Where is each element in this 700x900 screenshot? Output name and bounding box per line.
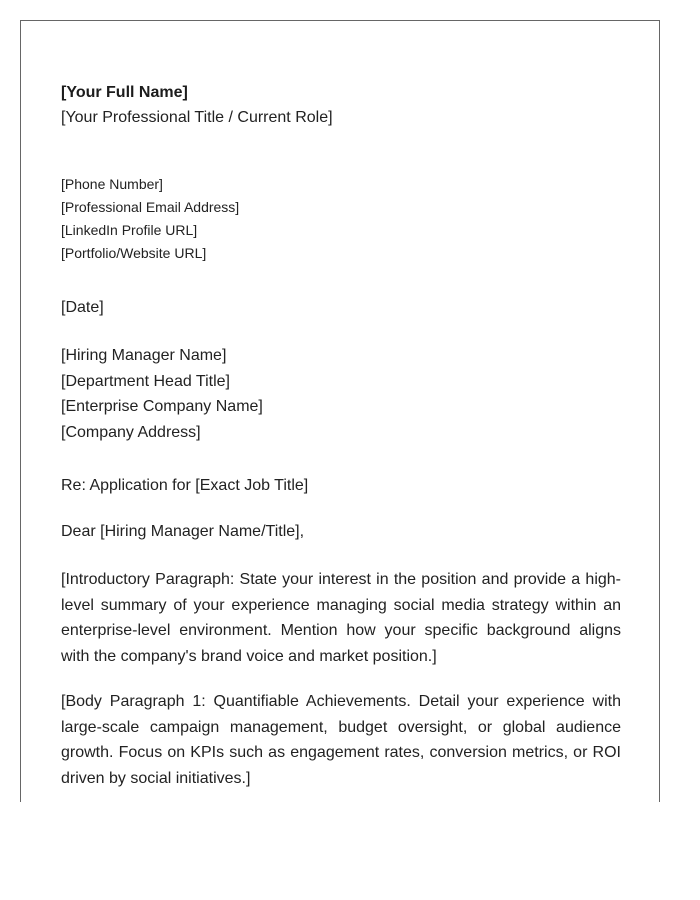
sender-professional-title: [Your Professional Title / Current Role] — [61, 109, 333, 126]
intro-paragraph: [Introductory Paragraph: State your interest in the position and provide a high-level summary of your experience managing social media strategy within an enterprise-level environment. Mention how your specific background aligns with the company's brand voice and market position.] — [61, 571, 621, 665]
recipient-manager-name: [Hiring Manager Name] — [61, 347, 227, 364]
contact-block — [61, 173, 621, 265]
recipient-block — [61, 343, 621, 445]
sender-full-name: [Your Full Name] — [61, 84, 188, 101]
document-page — [20, 20, 660, 802]
recipient-company-address: [Company Address] — [61, 423, 201, 441]
recipient-department-title: [Department Head Title] — [61, 372, 230, 390]
salutation: Dear [Hiring Manager Name/Title], — [61, 523, 305, 540]
contact-portfolio: [Portfolio/Website URL] — [61, 245, 207, 261]
contact-phone: [Phone Number] — [61, 176, 163, 192]
contact-linkedin: [LinkedIn Profile URL] — [61, 222, 198, 238]
letter-date: [Date] — [61, 299, 104, 316]
body-paragraph-1: [Body Paragraph 1: Quantifiable Achievements. Detail your experience with large-scale campaign management, budget oversight, or global audience growth. Focus on KPIs such as engagement rates, conversion metrics, or ROI driven by social initiatives.] — [61, 693, 621, 787]
contact-email: [Professional Email Address] — [61, 199, 240, 215]
subject-line: Re: Application for [Exact Job Title] — [61, 477, 309, 494]
recipient-company-name: [Enterprise Company Name] — [61, 398, 263, 415]
cover-letter-body — [61, 83, 621, 791]
